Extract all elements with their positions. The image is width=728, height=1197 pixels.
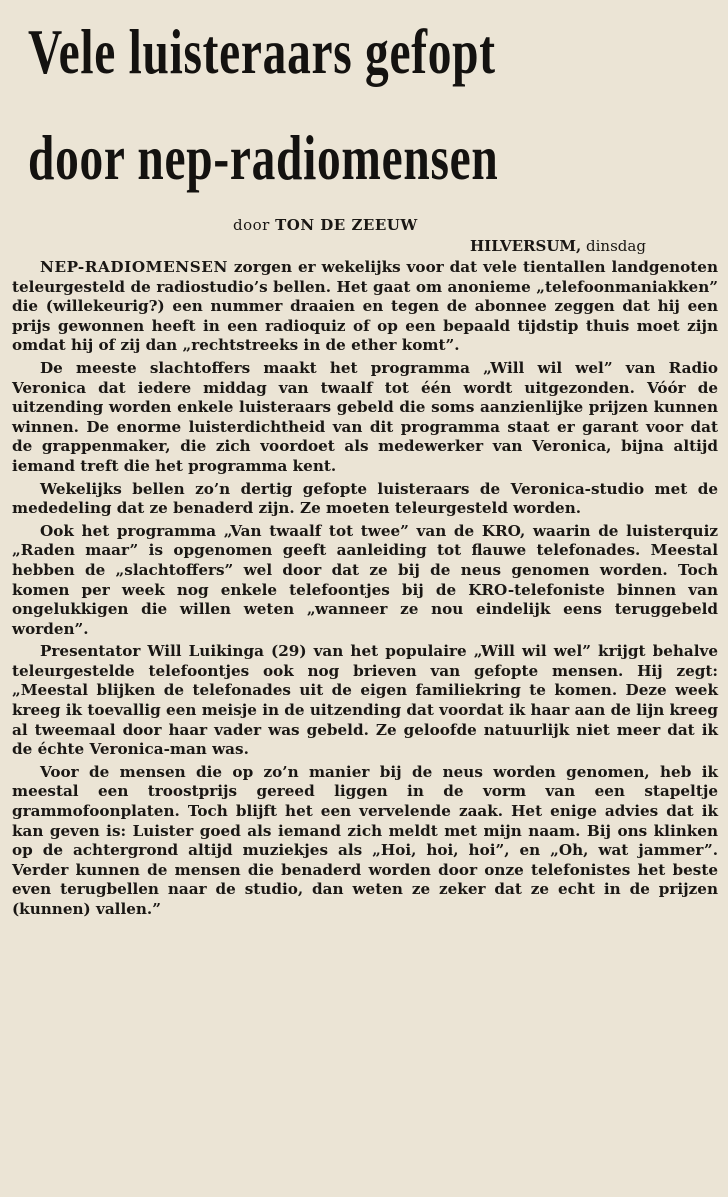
dateline-day: dinsdag [586, 237, 646, 255]
byline-author: TON DE ZEEUW [275, 216, 418, 234]
dateline [470, 237, 646, 255]
article-paragraph [12, 480, 718, 519]
paragraph-text: Voor de mensen die op zo’n manier bij de neus worden genomen, heb ik meestal een troostprijs gereed liggen in de vorm van een stapeltje grammofoonplaten. Toch blijft het een vervelende zaak. Het enige advies dat ik kan geven is: Luister goed als iemand zich meldt met mijn naam. Bij ons klinken op de achtergrond altijd muziekjes als „Hoi, hoi, hoi”, en „Oh, wat jammer”. Verder kunnen de mensen die benaderd worden door onze telefonistes het beste even terugbellen naar de studio, dan weten ze zeker dat ze echt in de prijzen (kunnen) vallen.” [12, 762, 718, 918]
article-paragraph [12, 763, 718, 920]
dateline-city: HILVERSUM, [470, 237, 582, 255]
article-paragraph [12, 642, 718, 760]
headline-line-1: Vele luisteraars gefopt [28, 16, 496, 87]
byline-prefix: door [233, 216, 270, 234]
article-paragraph [12, 522, 718, 640]
paragraph-text: Wekelijks bellen zo’n dertig gefopte luisteraars de Veronica-studio met de mededeling dat ze benaderd zijn. Ze moeten teleurgesteld worden. [12, 479, 718, 518]
article-paragraph [12, 258, 718, 356]
paragraph-lead: NEP-RADIOMENSEN [40, 258, 228, 276]
paragraph-text: De meeste slachtoffers maakt het programma „Will wil wel” van Radio Veronica dat iedere middag van twaalf tot één wordt uitgezonden. Vóór de uitzending worden enkele luisteraars gebeld die soms aanzienlijke prijzen kunnen winnen. De enorme luisterdichtheid van dit programma staat er garant voor dat de grappenmaker, die zich voordoet als medewerker van Veronica, bijna altijd iemand treft die het programma kent. [12, 358, 718, 475]
article-paragraph [12, 359, 718, 477]
byline [233, 216, 418, 234]
article-body [12, 258, 718, 923]
paragraph-text: Presentator Will Luikinga (29) van het populaire „Will wil wel” krijgt behalve teleurgestelde telefoontjes ook nog brieven van gefopte mensen. Hij zegt: „Meestal blijken de telefonades uit de eigen familiekring te komen. Deze week kreeg ik toevallig een meisje in de uitzending dat voordat ik haar aan de lijn kreeg al tweemaal door haar vader was gebeld. Ze geloofde natuurlijk niet meer dat ik de échte Veronica-man was. [12, 642, 718, 759]
paragraph-text: zorgen er wekelijks voor dat vele tientallen landgenoten teleurgesteld de radiostudio’s bellen. Het gaat om anonieme „telefoonmaniakken” die (willekeurig?) een nummer draaien en tegen de abonnee zeggen dat hij een prijs gewonnen heeft in een radioquiz of op een bepaald tijdstip thuis moet zijn omdat hij of zij dan „rechtstreeks in de ether komt”. [12, 258, 718, 355]
headline-line-2: door nep-radiomensen [28, 122, 499, 193]
paragraph-text: Ook het programma „Van twaalf tot twee” van de KRO, waarin de luisterquiz „Raden maar” is opgenomen geeft aanleiding tot flauwe telefonades. Meestal hebben de „slachtoffers” wel door dat ze bij de neus genomen worden. Toch komen per week nog enkele telefoontjes bij de KRO-telefoniste binnen van ongelukkigen die willen weten „wanneer ze nou eindelijk eens teruggebeld worden”. [12, 521, 718, 638]
